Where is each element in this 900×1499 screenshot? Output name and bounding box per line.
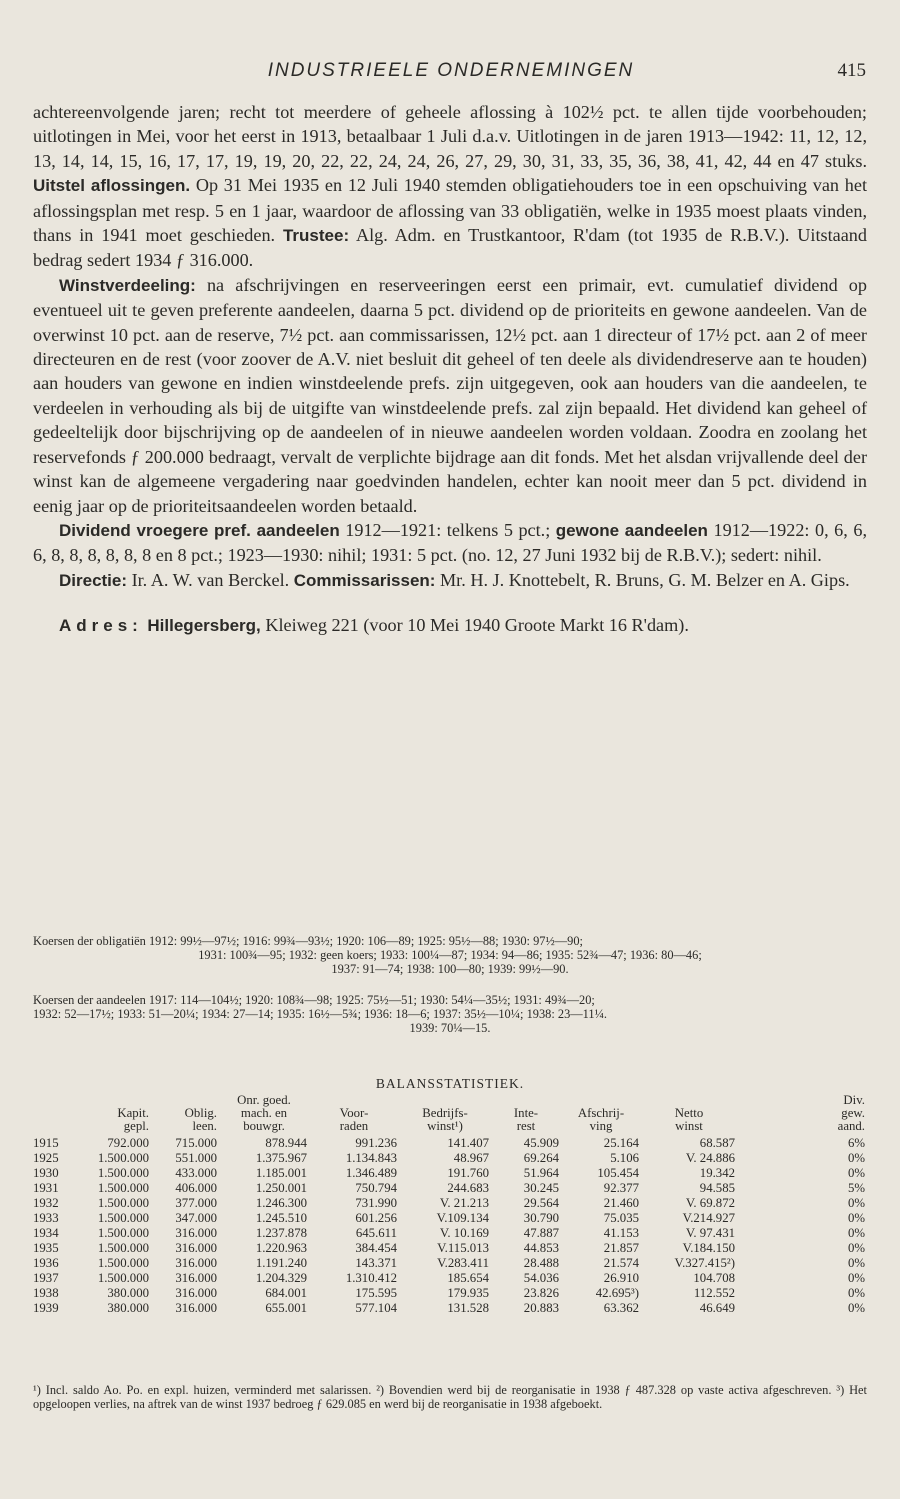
table-cell: 244.683	[447, 1181, 489, 1195]
table-cell: 48.967	[453, 1151, 489, 1165]
koersen-line: 1937: 91—74; 1938: 100—80; 1939: 99½—90.	[331, 962, 569, 976]
table-cell: 1.250.001	[255, 1181, 307, 1195]
year-cell: 1915	[33, 1136, 59, 1150]
table-cell: 54.036	[523, 1271, 559, 1285]
table-cell: 45.909	[523, 1136, 559, 1150]
table-cell: 1.500.000	[97, 1256, 149, 1270]
table-cell: V. 24.886	[685, 1151, 735, 1165]
keyword-hillegersberg: Hillegersberg,	[147, 616, 261, 636]
year-cell: 1938	[33, 1286, 59, 1300]
table-row	[33, 1196, 867, 1211]
table-cell: 1.346.489	[345, 1166, 397, 1180]
table-cell: 0%	[847, 1271, 865, 1285]
keyword-dividend: Dividend vroegere pref. aandeelen	[59, 520, 340, 540]
table-cell: 380.000	[107, 1286, 149, 1300]
header-text: Kapit.	[117, 1106, 149, 1120]
table-cell: 69.264	[523, 1151, 559, 1165]
table-cell: 316.000	[175, 1301, 217, 1315]
table-cell: 878.944	[265, 1136, 307, 1150]
keyword-trustee: Trustee:	[282, 226, 350, 246]
header-text: Voor-	[339, 1106, 369, 1120]
table-cell: 347.000	[175, 1211, 217, 1225]
table-cell: 1.220.963	[255, 1241, 307, 1255]
header-text: Bedrijfs-	[422, 1106, 468, 1120]
header-text: Afschrij-	[577, 1106, 625, 1120]
header-text: winst	[675, 1119, 703, 1133]
table-cell: V.115.013	[437, 1241, 489, 1255]
table-cell: 0%	[847, 1166, 865, 1180]
table-cell: 0%	[847, 1196, 865, 1210]
table-row	[33, 1301, 867, 1316]
header-text: aand.	[837, 1119, 865, 1133]
paragraph-directie	[33, 568, 867, 593]
header-cell-netto-winst	[641, 1094, 737, 1136]
text-span: achtereenvolgende jaren; recht tot meerdere of geheele aflossing à 102½ pct. te allen tijde voorbehouden; uitlotingen in Mei, voor het eerst in 1913, betaalbaar 1 Juli d.a.v. Uitlotingen in de jaren 1913—1942: 11, 12, 12, 13, 14, 14, 15, 16, 17, 17, 19, 19, 20, 22, 22, 24, 24, 26, 27, 29, 30, 31, 33, 35, 36, 38, 41, 42, 44 en 47 stuks.	[33, 102, 867, 171]
year-cell: 1939	[33, 1301, 59, 1315]
text-span: 1912—1921: telkens 5 pct.;	[339, 519, 556, 540]
table-cell: 1.500.000	[97, 1211, 149, 1225]
year-cell: 1931	[33, 1181, 59, 1195]
table-cell: V.283.411	[437, 1256, 489, 1270]
header-text: Netto	[674, 1106, 704, 1120]
table-cell: 1.500.000	[97, 1241, 149, 1255]
header-text: Oblig.	[184, 1106, 217, 1120]
footnotes	[33, 1383, 867, 1411]
table-cell: 0%	[847, 1151, 865, 1165]
table-cell: 105.454	[597, 1166, 639, 1180]
table-cell: 131.528	[447, 1301, 489, 1315]
table-cell: V. 21.213	[439, 1196, 489, 1210]
balansstatistiek	[33, 1076, 867, 1316]
table-cell: 191.760	[447, 1166, 489, 1180]
header-text: gew.	[841, 1106, 865, 1120]
table-cell: V. 10.169	[439, 1226, 489, 1240]
table-cell: 5.106	[610, 1151, 639, 1165]
header-cell-afschrijving	[561, 1094, 641, 1136]
table-row	[33, 1286, 867, 1301]
table-row	[33, 1181, 867, 1196]
text-span: na afschrijvingen en reserveeringen eerst een primair, evt. cumulatief dividend op eventueel uit te geven preferente aandeelen, daarna 5 pct. dividend op de prioriteits en gewone aandeelen. Van de overwinst 10 pct. aan de reserve, 7½ pct. aan commissarissen, 12½ pct. aan 1 directeur of 17½ pct. aan 2 of meer directeuren en de rest (voor zoover de A.V. niet besluit dit geheel of ten deele als dividendreserve aan te houden) aan houders van gewone en indien winstdeelende prefs. zijn uitgegeven, ook aan houders van die aandeelen, te verdeelen in verhouding als bij de uitgifte van winstdeelende prefs. zal zijn bepaald. Het dividend kan geheel of gedeeltelijk door bijschrijving op de aandeelen of in nieuwe aandeelen worden voldaan. Zoodra en zoolang het reservefonds ƒ 200.000 bedraagt, vervalt de verplichte bijdrage aan dit fonds. Met het alsdan vrijvallende deel der winst kan de algemeene vergadering naar goedvinden handelen, echter kan nooit meer dan 5 pct. dividend in eenig jaar op de prioriteitsaandeelen worden betaald.	[33, 274, 867, 516]
header-text: Inte-	[513, 1106, 539, 1120]
table-cell: 551.000	[175, 1151, 217, 1165]
header-cell-year	[33, 1094, 67, 1136]
table-cell: 406.000	[175, 1181, 217, 1195]
table-row	[33, 1166, 867, 1181]
table-cell: 0%	[847, 1226, 865, 1240]
year-cell: 1925	[33, 1151, 59, 1165]
table-cell: 21.574	[603, 1256, 639, 1270]
paragraph-aflossing	[33, 100, 867, 273]
table-cell: 1.375.967	[255, 1151, 307, 1165]
table-cell: 1.237.878	[255, 1226, 307, 1240]
header-cell-oblig	[151, 1094, 219, 1136]
table-cell: V. 69.872	[685, 1196, 735, 1210]
table-cell: V.214.927	[682, 1211, 735, 1225]
keyword-winstverdeeling: Winstverdeeling:	[59, 275, 196, 295]
paragraph-winstverdeeling	[33, 273, 867, 518]
table-cell: 1.500.000	[97, 1166, 149, 1180]
table-cell: 0%	[847, 1241, 865, 1255]
table-row	[33, 1211, 867, 1226]
table-cell: V.109.134	[436, 1211, 489, 1225]
table-cell: 1.310.412	[345, 1271, 397, 1285]
header-cell-interest	[491, 1094, 561, 1136]
table-cell: 63.362	[603, 1301, 639, 1315]
table-cell: 1.134.843	[345, 1151, 397, 1165]
table-cell: 25.164	[603, 1136, 639, 1150]
year-cell: 1936	[33, 1256, 59, 1270]
running-title: INDUSTRIEELE ONDERNEMINGEN	[267, 60, 635, 81]
koersen-obligatien	[33, 934, 867, 976]
table-cell: 179.935	[447, 1286, 489, 1300]
paragraph-dividend	[33, 518, 867, 568]
table-cell: 21.460	[603, 1196, 639, 1210]
table-cell: 0%	[847, 1301, 865, 1315]
keyword-directie: Directie:	[59, 570, 128, 590]
header-text: gepl.	[123, 1119, 149, 1133]
table-cell: 655.001	[265, 1301, 307, 1315]
table-header-row	[33, 1094, 867, 1136]
table-cell: 42.695³)	[595, 1286, 639, 1300]
table-cell: 601.256	[355, 1211, 397, 1225]
table-cell: 1.500.000	[97, 1271, 149, 1285]
body-text	[33, 100, 867, 639]
table-cell: 75.035	[603, 1211, 639, 1225]
text-span: 1912—1922: 0, 6, 6, 6, 8, 8, 8, 8, 8, 8 en 8 pct.; 1923—1930: nihil; 1931: 5 pct. (no. 12, 27 Juni 1932 bij de R.B.V.); sedert: nihil.	[33, 519, 867, 566]
text-span: Ir. A. W. van Berckel.	[127, 569, 294, 590]
table-cell: 6%	[847, 1136, 865, 1150]
table-cell: 19.342	[699, 1166, 735, 1180]
table-cell: 577.104	[355, 1301, 397, 1315]
table-cell: 1.500.000	[97, 1196, 149, 1210]
table-cell: 1.246.300	[255, 1196, 307, 1210]
header-text: mach. en	[240, 1106, 288, 1120]
header-text: raden	[339, 1119, 369, 1133]
table-cell: 30.790	[523, 1211, 559, 1225]
table-cell: V.184.150	[682, 1241, 735, 1255]
table-cell: 384.454	[355, 1241, 397, 1255]
header-cell-voorraden	[309, 1094, 399, 1136]
table-cell: 1.204.329	[255, 1271, 307, 1285]
table-cell: 0%	[847, 1211, 865, 1225]
table-title: BALANSSTATISTIEK.	[375, 1076, 525, 1091]
table-cell: 23.826	[523, 1286, 559, 1300]
table-cell: 316.000	[175, 1226, 217, 1240]
header-text: ving	[589, 1119, 613, 1133]
table-cell: 175.595	[355, 1286, 397, 1300]
table-cell: V.327.415²)	[674, 1256, 735, 1270]
text-span: Mr. H. J. Knottebelt, R. Bruns, G. M. Belzer en A. Gips.	[435, 569, 850, 590]
table-cell: 1.500.000	[97, 1151, 149, 1165]
year-cell: 1935	[33, 1241, 59, 1255]
table-cell: 715.000	[175, 1136, 217, 1150]
table-cell: 26.910	[603, 1271, 639, 1285]
page-number: 415	[837, 60, 866, 81]
header-cell-kapit	[67, 1094, 151, 1136]
table-cell: 104.708	[693, 1271, 735, 1285]
table-cell: 0%	[847, 1286, 865, 1300]
table-row	[33, 1151, 867, 1166]
header-text: rest	[516, 1119, 536, 1133]
table-cell: V. 97.431	[685, 1226, 735, 1240]
table-cell: 41.153	[603, 1226, 639, 1240]
table-cell: 380.000	[107, 1301, 149, 1315]
table-cell: 28.488	[523, 1256, 559, 1270]
table-cell: 94.585	[699, 1181, 735, 1195]
footnote-text: ¹) Incl. saldo Ao. Po. en expl. huizen, verminderd met salarissen. ²) Bovendien werd bij de reorganisatie in 1938 ƒ 487.328 op vaste activa afgeschreven. ³) Het opgeloopen verlies, na aftrek van de winst 1937 bedroeg ƒ 629.085 en werd bij de reorganisatie in 1938 afgeboekt.	[33, 1383, 867, 1411]
table-cell: 316.000	[175, 1286, 217, 1300]
table-cell: 51.964	[523, 1166, 559, 1180]
table-cell: 5%	[847, 1181, 865, 1195]
table-row	[33, 1256, 867, 1271]
year-cell: 1934	[33, 1226, 59, 1240]
table-cell: 68.587	[699, 1136, 735, 1150]
table-body	[33, 1136, 867, 1316]
table-cell: 185.654	[447, 1271, 489, 1285]
header-cell-div	[737, 1094, 867, 1136]
balance-table	[33, 1094, 867, 1316]
table-cell: 1.185.001	[255, 1166, 307, 1180]
keyword-gewone-aandeelen: gewone aandeelen	[555, 520, 708, 540]
koersen-line: 1931: 100¾—95; 1932: geen koers; 1933: 100¼—87; 1934: 94—86; 1935: 52¾—47; 1936: 80—46;	[198, 948, 702, 962]
header-text: leen.	[192, 1119, 217, 1133]
header-text: Div.	[843, 1093, 865, 1107]
year-cell: 1937	[33, 1271, 59, 1285]
table-cell: 684.001	[265, 1286, 307, 1300]
header-cell-onr-goed	[219, 1094, 309, 1136]
year-cell: 1930	[33, 1166, 59, 1180]
table-cell: 792.000	[107, 1136, 149, 1150]
table-cell: 46.649	[699, 1301, 735, 1315]
table-row	[33, 1271, 867, 1286]
table-cell: 47.887	[523, 1226, 559, 1240]
table-cell: 1.191.240	[255, 1256, 307, 1270]
table-cell: 316.000	[175, 1271, 217, 1285]
text-span: Kleiweg 221 (voor 10 Mei 1940 Groote Markt 16 R'dam).	[260, 615, 689, 636]
paragraph-adres	[33, 613, 867, 638]
table-cell: 21.857	[603, 1241, 639, 1255]
table-cell: 0%	[847, 1256, 865, 1270]
table-cell: 29.564	[523, 1196, 559, 1210]
table-row	[33, 1241, 867, 1256]
table-cell: 1.245.510	[255, 1211, 307, 1225]
table-cell: 750.794	[355, 1181, 397, 1195]
table-cell: 645.611	[355, 1226, 397, 1240]
year-cell: 1933	[33, 1211, 59, 1225]
table-cell: 92.377	[603, 1181, 639, 1195]
table-row	[33, 1136, 867, 1151]
table-cell: 316.000	[175, 1256, 217, 1270]
table-cell: 20.883	[523, 1301, 559, 1315]
table-cell: 30.245	[523, 1181, 559, 1195]
table-cell: 1.500.000	[97, 1181, 149, 1195]
table-cell: 433.000	[175, 1166, 217, 1180]
table-cell: 731.990	[355, 1196, 397, 1210]
table-cell: 44.853	[523, 1241, 559, 1255]
text-span: Op 31 Mei 1935 en 12 Juli 1940 stemden obligatiehouders toe in een opschuiving van het aflossingsplan met resp. 5 en 1 jaar, waardoor de aflossing van 33 obligatiën, welke in 1935 moest plaats vinden, thans in 1941 moet geschieden.	[33, 175, 867, 246]
koersen-line: Koersen der obligatiën 1912: 99½—97½; 1916: 99¾—93½; 1920: 106—89; 1925: 95½—88; 1930: 97½—90;	[33, 934, 583, 948]
header-cell-bedrijfswinst	[399, 1094, 491, 1136]
keyword-commissarissen: Commissarissen:	[293, 570, 436, 590]
header-text: bouwgr.	[243, 1119, 285, 1133]
table-cell: 143.371	[355, 1256, 397, 1270]
table-cell: 991.236	[355, 1136, 397, 1150]
table-cell: 1.500.000	[97, 1226, 149, 1240]
koersen-aandeelen	[33, 993, 867, 1035]
header-text: Onr. goed.	[237, 1093, 291, 1107]
keyword-adres: Adres:	[59, 616, 143, 636]
year-cell: 1932	[33, 1196, 59, 1210]
spacer	[33, 593, 867, 613]
table-row	[33, 1226, 867, 1241]
koersen-line: Koersen der aandeelen 1917: 114—104½; 1920: 108¾—98; 1925: 75½—51; 1930: 54¼—35½; 1931: 49¾—20;	[33, 993, 595, 1007]
koersen-line: 1939: 70¼—15.	[409, 1021, 491, 1035]
table-cell: 112.552	[693, 1286, 735, 1300]
table-cell: 377.000	[175, 1196, 217, 1210]
table-cell: 316.000	[175, 1241, 217, 1255]
running-header	[36, 60, 866, 86]
text-span: Alg. Adm. en Trustkantoor, R'dam (tot 1935 de R.B.V.). Uitstaand bedrag sedert 1934 ƒ 316.000.	[33, 225, 867, 271]
koersen-line: 1932: 52—17½; 1933: 51—20¼; 1934: 27—14; 1935: 16½—5¾; 1936: 18—6; 1937: 35½—10¼; 1938: 23—11¼.	[33, 1007, 607, 1021]
table-cell: 141.407	[447, 1136, 489, 1150]
keyword-uitstel: Uitstel aflossingen.	[33, 176, 191, 196]
header-text: winst¹)	[427, 1119, 463, 1133]
